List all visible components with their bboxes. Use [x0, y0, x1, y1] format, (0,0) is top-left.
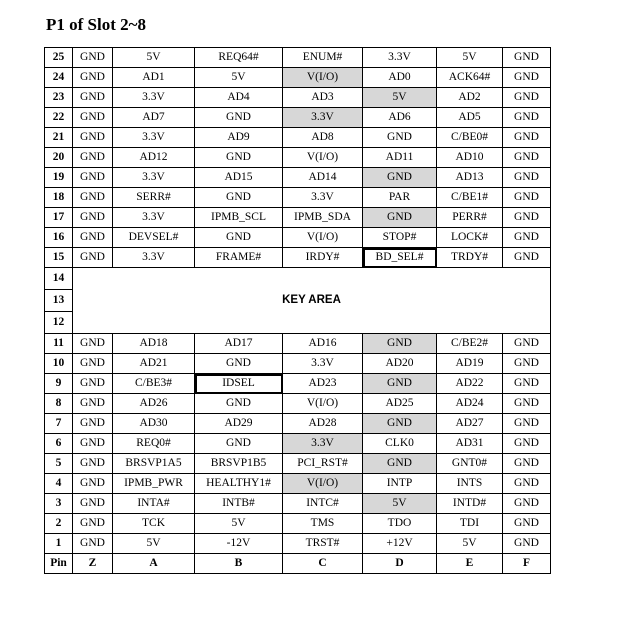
- signal-cell: 3.3V: [113, 208, 195, 228]
- table-row: [45, 414, 551, 434]
- pin-number: 12: [45, 312, 73, 334]
- signal-cell: AD12: [113, 148, 195, 168]
- signal-cell: GND: [195, 354, 283, 374]
- signal-cell: ENUM#: [283, 48, 363, 68]
- signal-cell: V(I/O): [283, 394, 363, 414]
- signal-cell: AD2: [437, 88, 503, 108]
- key-area-label: KEY AREA: [73, 268, 551, 334]
- table-row: [45, 454, 551, 474]
- signal-cell: C/BE2#: [437, 334, 503, 354]
- signal-cell: GND: [195, 108, 283, 128]
- signal-cell: AD25: [363, 394, 437, 414]
- pin-number: 6: [45, 434, 73, 454]
- signal-cell: GND: [73, 494, 113, 514]
- signal-cell: GND: [73, 208, 113, 228]
- signal-cell: TRDY#: [437, 248, 503, 268]
- signal-cell: GND: [503, 68, 551, 88]
- signal-cell: TMS: [283, 514, 363, 534]
- signal-cell: GND: [73, 474, 113, 494]
- pin-number: 21: [45, 128, 73, 148]
- signal-cell: IPMB_SCL: [195, 208, 283, 228]
- signal-cell: AD27: [437, 414, 503, 434]
- signal-cell: AD5: [437, 108, 503, 128]
- table-row: [45, 128, 551, 148]
- signal-cell: GND: [503, 108, 551, 128]
- signal-cell: GND: [503, 474, 551, 494]
- signal-cell: AD1: [113, 68, 195, 88]
- pin-number: 9: [45, 374, 73, 394]
- signal-cell: TCK: [113, 514, 195, 534]
- signal-cell: GND: [73, 68, 113, 88]
- signal-cell: AD20: [363, 354, 437, 374]
- table-row: [45, 434, 551, 454]
- table-row: [45, 68, 551, 88]
- pin-header: Pin: [45, 554, 73, 574]
- table-row: [45, 268, 551, 290]
- pin-number: 24: [45, 68, 73, 88]
- signal-cell: GND: [73, 128, 113, 148]
- signal-cell: AD24: [437, 394, 503, 414]
- signal-cell: TRST#: [283, 534, 363, 554]
- signal-cell: 5V: [195, 514, 283, 534]
- pin-number: 17: [45, 208, 73, 228]
- signal-cell: C/BE0#: [437, 128, 503, 148]
- signal-cell: TDI: [437, 514, 503, 534]
- signal-cell: GND: [73, 414, 113, 434]
- signal-cell: GND: [503, 354, 551, 374]
- signal-cell: AD14: [283, 168, 363, 188]
- column-header: D: [363, 554, 437, 574]
- signal-cell: AD10: [437, 148, 503, 168]
- signal-cell: AD31: [437, 434, 503, 454]
- pin-number: 25: [45, 48, 73, 68]
- table-row: [45, 374, 551, 394]
- signal-cell: GND: [503, 434, 551, 454]
- signal-cell: GND: [195, 148, 283, 168]
- signal-cell: INTS: [437, 474, 503, 494]
- pin-number: 16: [45, 228, 73, 248]
- signal-cell: AD15: [195, 168, 283, 188]
- signal-cell: IRDY#: [283, 248, 363, 268]
- signal-cell: -12V: [195, 534, 283, 554]
- pin-number: 4: [45, 474, 73, 494]
- pin-number: 3: [45, 494, 73, 514]
- signal-cell: AD19: [437, 354, 503, 374]
- signal-cell: SERR#: [113, 188, 195, 208]
- signal-cell: AD16: [283, 334, 363, 354]
- signal-cell: GND: [73, 514, 113, 534]
- signal-cell: GND: [503, 128, 551, 148]
- table-row: [45, 108, 551, 128]
- signal-cell: TDO: [363, 514, 437, 534]
- pinout-table: [44, 47, 551, 574]
- signal-cell: GND: [503, 414, 551, 434]
- signal-cell: AD9: [195, 128, 283, 148]
- signal-cell: 5V: [437, 534, 503, 554]
- signal-cell: C/BE3#: [113, 374, 195, 394]
- signal-cell: 3.3V: [283, 188, 363, 208]
- signal-cell: V(I/O): [283, 68, 363, 88]
- signal-cell: GND: [73, 434, 113, 454]
- signal-cell: GNT0#: [437, 454, 503, 474]
- signal-cell: 3.3V: [363, 48, 437, 68]
- signal-cell: GND: [195, 228, 283, 248]
- signal-cell: IPMB_SDA: [283, 208, 363, 228]
- pin-number: 2: [45, 514, 73, 534]
- pin-number: 22: [45, 108, 73, 128]
- signal-cell: AD21: [113, 354, 195, 374]
- pin-number: 13: [45, 290, 73, 312]
- signal-cell: GND: [73, 228, 113, 248]
- table-row: [45, 48, 551, 68]
- column-header: B: [195, 554, 283, 574]
- signal-cell: 5V: [363, 494, 437, 514]
- signal-cell: AD23: [283, 374, 363, 394]
- signal-cell: PERR#: [437, 208, 503, 228]
- signal-cell: V(I/O): [283, 228, 363, 248]
- signal-cell: HEALTHY1#: [195, 474, 283, 494]
- signal-cell: IPMB_PWR: [113, 474, 195, 494]
- signal-cell: BRSVP1A5: [113, 454, 195, 474]
- table-row: [45, 88, 551, 108]
- signal-cell: GND: [503, 168, 551, 188]
- signal-cell: 5V: [363, 88, 437, 108]
- signal-cell: 3.3V: [283, 354, 363, 374]
- page-title: P1 of Slot 2~8: [46, 15, 146, 34]
- signal-cell: GND: [363, 128, 437, 148]
- signal-cell: GND: [195, 434, 283, 454]
- signal-cell: PAR: [363, 188, 437, 208]
- signal-cell: GND: [73, 148, 113, 168]
- pin-number: 7: [45, 414, 73, 434]
- signal-cell: GND: [73, 454, 113, 474]
- signal-cell: GND: [503, 188, 551, 208]
- table-row: [45, 514, 551, 534]
- pin-number: 1: [45, 534, 73, 554]
- signal-cell: 5V: [113, 534, 195, 554]
- signal-cell: DEVSEL#: [113, 228, 195, 248]
- signal-cell: INTB#: [195, 494, 283, 514]
- signal-cell: AD18: [113, 334, 195, 354]
- signal-cell: AD22: [437, 374, 503, 394]
- signal-cell: CLK0: [363, 434, 437, 454]
- signal-cell: BRSVP1B5: [195, 454, 283, 474]
- signal-cell: GND: [195, 188, 283, 208]
- signal-cell: GND: [73, 394, 113, 414]
- signal-cell: AD11: [363, 148, 437, 168]
- table-row: [45, 168, 551, 188]
- pin-number: 10: [45, 354, 73, 374]
- signal-cell: GND: [363, 414, 437, 434]
- signal-cell: GND: [73, 108, 113, 128]
- signal-cell: AD29: [195, 414, 283, 434]
- signal-cell: AD26: [113, 394, 195, 414]
- signal-cell: REQ64#: [195, 48, 283, 68]
- signal-cell: AD7: [113, 108, 195, 128]
- signal-cell: 3.3V: [283, 434, 363, 454]
- signal-cell: INTA#: [113, 494, 195, 514]
- pin-number: 23: [45, 88, 73, 108]
- pin-number: 8: [45, 394, 73, 414]
- signal-cell: GND: [503, 374, 551, 394]
- signal-cell: AD8: [283, 128, 363, 148]
- signal-cell: REQ0#: [113, 434, 195, 454]
- table-row: [45, 228, 551, 248]
- signal-cell: GND: [73, 48, 113, 68]
- table-row: [45, 534, 551, 554]
- signal-cell: GND: [73, 354, 113, 374]
- table-row: [45, 494, 551, 514]
- signal-cell: INTD#: [437, 494, 503, 514]
- signal-cell: GND: [363, 168, 437, 188]
- signal-cell: ACK64#: [437, 68, 503, 88]
- signal-cell: INTC#: [283, 494, 363, 514]
- signal-cell: GND: [503, 148, 551, 168]
- signal-cell: GND: [73, 168, 113, 188]
- pin-number: 18: [45, 188, 73, 208]
- column-header: E: [437, 554, 503, 574]
- table-row: [45, 188, 551, 208]
- signal-cell: AD4: [195, 88, 283, 108]
- signal-cell: AD17: [195, 334, 283, 354]
- signal-cell: 3.3V: [283, 108, 363, 128]
- table-row: [45, 248, 551, 268]
- signal-cell: FRAME#: [195, 248, 283, 268]
- signal-cell: IDSEL: [195, 374, 283, 394]
- signal-cell: AD6: [363, 108, 437, 128]
- signal-cell: 3.3V: [113, 168, 195, 188]
- signal-cell: GND: [503, 394, 551, 414]
- signal-cell: INTP: [363, 474, 437, 494]
- signal-cell: GND: [73, 188, 113, 208]
- signal-cell: GND: [363, 374, 437, 394]
- pin-number: 5: [45, 454, 73, 474]
- column-header: Z: [73, 554, 113, 574]
- table-row: [45, 394, 551, 414]
- signal-cell: C/BE1#: [437, 188, 503, 208]
- signal-cell: 3.3V: [113, 248, 195, 268]
- signal-cell: 3.3V: [113, 128, 195, 148]
- table-row: [45, 148, 551, 168]
- pin-number: 20: [45, 148, 73, 168]
- column-header: C: [283, 554, 363, 574]
- column-header: A: [113, 554, 195, 574]
- signal-cell: PCI_RST#: [283, 454, 363, 474]
- pin-number: 14: [45, 268, 73, 290]
- signal-cell: GND: [503, 514, 551, 534]
- signal-cell: GND: [503, 494, 551, 514]
- signal-cell: GND: [503, 534, 551, 554]
- signal-cell: GND: [73, 374, 113, 394]
- table-row: [45, 334, 551, 354]
- signal-cell: GND: [503, 208, 551, 228]
- signal-cell: 5V: [437, 48, 503, 68]
- signal-cell: 3.3V: [113, 88, 195, 108]
- signal-cell: GND: [503, 48, 551, 68]
- pin-number: 11: [45, 334, 73, 354]
- signal-cell: BD_SEL#: [363, 248, 437, 268]
- signal-cell: +12V: [363, 534, 437, 554]
- table-row: [45, 474, 551, 494]
- signal-cell: 5V: [113, 48, 195, 68]
- signal-cell: AD28: [283, 414, 363, 434]
- signal-cell: 5V: [195, 68, 283, 88]
- signal-cell: GND: [503, 228, 551, 248]
- signal-cell: GND: [73, 88, 113, 108]
- signal-cell: GND: [363, 334, 437, 354]
- signal-cell: LOCK#: [437, 228, 503, 248]
- signal-cell: GND: [503, 88, 551, 108]
- signal-cell: GND: [73, 334, 113, 354]
- signal-cell: GND: [195, 394, 283, 414]
- signal-cell: GND: [363, 454, 437, 474]
- signal-cell: AD30: [113, 414, 195, 434]
- table-row: [45, 208, 551, 228]
- signal-cell: GND: [503, 248, 551, 268]
- signal-cell: GND: [73, 248, 113, 268]
- signal-cell: STOP#: [363, 228, 437, 248]
- signal-cell: V(I/O): [283, 148, 363, 168]
- signal-cell: AD0: [363, 68, 437, 88]
- signal-cell: V(I/O): [283, 474, 363, 494]
- signal-cell: GND: [363, 208, 437, 228]
- signal-cell: GND: [73, 534, 113, 554]
- signal-cell: GND: [503, 454, 551, 474]
- pin-number: 15: [45, 248, 73, 268]
- signal-cell: AD13: [437, 168, 503, 188]
- table-row: [45, 354, 551, 374]
- pin-number: 19: [45, 168, 73, 188]
- column-header: F: [503, 554, 551, 574]
- table-footer: [45, 554, 551, 574]
- signal-cell: GND: [503, 334, 551, 354]
- signal-cell: AD3: [283, 88, 363, 108]
